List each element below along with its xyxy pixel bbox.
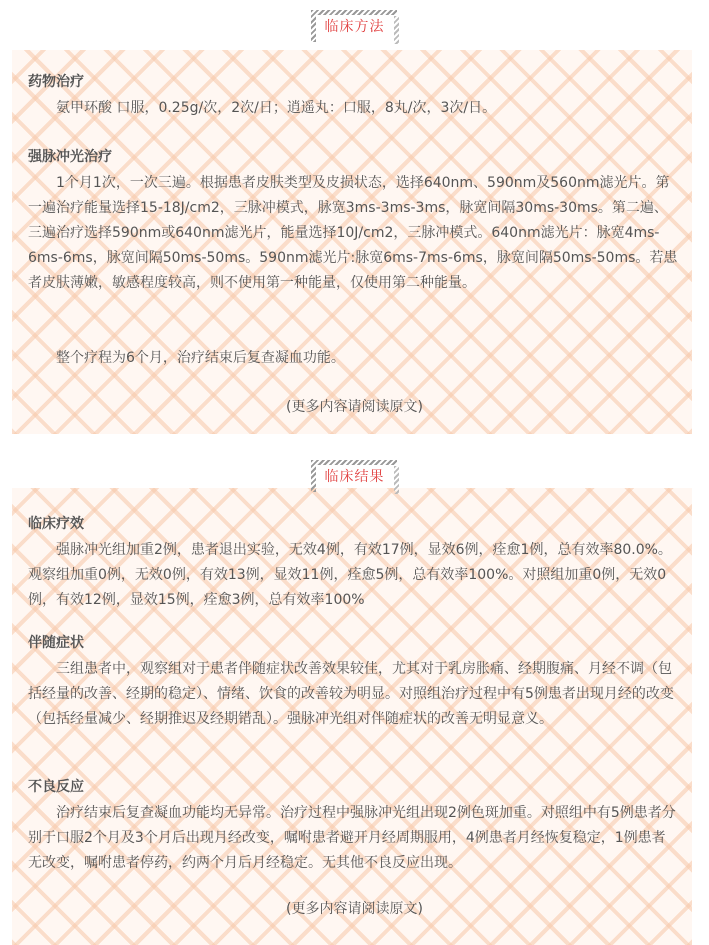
drug-paragraph: 氨甲环酸 口服，0.25g/次，2次/日；逍遥丸：口服，8丸/次，3次/日。 [56,100,497,116]
course-paragraph: 整个疗程为6个月，治疗结束后复查凝血功能。 [56,350,345,366]
symptom-paragraph: 三组患者中，观察组对于患者伴随症状改善效果较佳，尤其对于乳房胀痛、经期腹痛、月经不调（包括经量的改善、经期的稳定）、情绪、饮食的改善较为明显。对照组治疗过程中有5例患者出现月经的改变（包括经量减少、经期推迟及经期错乱）。强脉冲光组对伴随症状的改善无明显意义。 [28,661,674,727]
symptom-heading: 伴随症状 [28,635,84,651]
ipl-heading: 强脉冲光治疗 [28,149,112,165]
efficacy-paragraph: 强脉冲光组加重2例，患者退出实验，无效4例，有效17例，显效6例，痊愈1例，总有效率80.0%。观察组加重0例，无效0例，有效13例，显效11例，痊愈5例，总有效率100%。对照组加重0例，无效0例，有效12例，显效15例，痊愈3例，总有效率100% [28,542,672,608]
section-title-box [311,8,399,43]
section-title: 临床结果 [324,469,385,485]
efficacy-heading: 临床疗效 [28,516,84,532]
drug-heading: 药物治疗 [28,74,84,90]
read-more-link[interactable]: (更多内容请阅读原文) [286,901,423,917]
read-more-link[interactable]: (更多内容请阅读原文) [286,399,423,415]
section-title-box [311,458,399,493]
title-decoration [394,16,399,44]
section-header-results [0,458,709,494]
adverse-paragraph: 治疗结束后复查凝血功能均无异常。治疗过程中强脉冲光组出现2例色斑加重。对照组中有5例患者分别于口服2个月及3个月后出现月经改变，嘱咐患者避开月经周期服用，4例患者月经恢复稳定，1例患者无改变，嘱咐患者停药，约两个月后月经稳定。无其他不良反应出现。 [28,805,676,871]
ipl-paragraph: 1个月1次，一次三遍。根据患者皮肤类型及皮损状态，选择640nm、590nm及560nm滤光片。第一遍治疗能量选择15-18J/cm2，三脉冲模式，脉宽3ms-3ms-3ms，脉宽间隔30ms-30ms。第二遍、三遍治疗选择590nm或640nm滤光片，能量选择10J/cm2，三脉冲模式。640nm滤光片：脉宽4ms-6ms-6ms，脉宽间隔50ms-50ms。590nm滤光片:脉宽6ms-7ms-6ms，脉宽间隔50ms-50ms。若患者皮肤薄嫩，敏感程度较高，则不使用第一种能量，仅使用第二种能量。 [28,175,678,291]
adverse-heading: 不良反应 [28,779,84,795]
title-decoration [394,466,399,494]
section-title: 临床方法 [324,19,385,35]
section-header-methods [0,8,709,44]
